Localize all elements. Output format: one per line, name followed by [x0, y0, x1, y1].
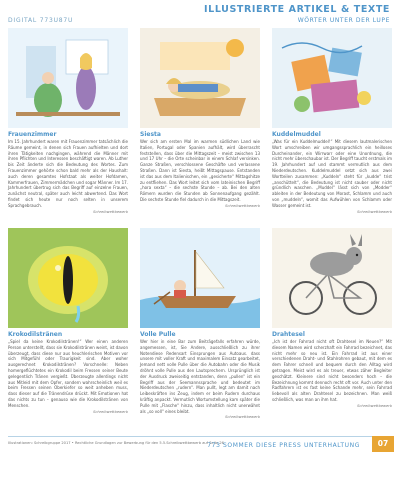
header-title: ILLUSTRIERTE ARTIKEL & TEXTE [204, 4, 390, 15]
card-body [272, 339, 392, 410]
kuddelmuddel-illustration [272, 28, 392, 128]
card-body [272, 139, 392, 215]
page-number-badge: 07 [372, 436, 394, 452]
card-body [8, 339, 128, 415]
card-author: Schreibwettbewerb [357, 209, 392, 214]
krokodil-illustration [8, 228, 128, 328]
card-text: „Ich ist der Fahrrad nicht oft Drahtesel im Neuen?“ Mit diesem Namen wird scherzhaft ein Fahrrad bezeichnet, das nicht mehr so neu ist. Ein Fahrrad ist aus einer verschiedenen Draht- und Stahlrohren gebaut, mit dem es dem Fahrer schnell und bequem durch den Alltag wird getragen. Meist wird es als treuer, etwas zäher Begleiter geschätzt. Kleinere sind nicht besonders hoch – die Bezeichnung kommt dennoch recht oft vor. Auch unter den Radfahrern ist es fast keine Schande mehr, sein Fahrrad liebevoll als alten Drahtesel zu bezeichnen. Man weiß schließlich, was man an ihm hat. [272, 339, 392, 402]
card-author: Schreibwettbewerb [225, 203, 260, 208]
card-drahtesel [272, 228, 392, 428]
card-author: Schreibwettbewerb [93, 209, 128, 214]
footer-divider [8, 436, 392, 437]
card-text: Wer sich am ersten Mal im warmen südlichen Land wie Italien, Portugal oder Spanien aufhält, wird überrascht feststellen, dass über die Mittagszeit – meist zwischen 13 und 17 Uhr – die Orte scheinbar in einem Schlaf versinken. Ganze Straßen, verschlossene Geschäfte und verlassene Straßen. Dann ist Siesta, heißt Mittagspause. Entstanden ist das aus dem Italienischen, ein „gesicherte“ Mittagshitze zu entfliehen. Das Wort leitet sich vom lateinischen Begriff „hora sexta“ – die sechste Stunde – ab. Bei den alten Römern wurden die Stunden ab Sonnenaufgang gezählt. Die sechste Stunde fiel dadurch in die Mittagszeit. [140, 139, 260, 202]
card-krokodilstraenen [8, 228, 128, 428]
card-kuddelmuddel [272, 28, 392, 218]
frauenzimmer-illustration [8, 28, 128, 128]
header-magazine-id: DIGITAL 773U87U [8, 17, 74, 24]
footer-credit: Illustrationen: Schreibgruppe 2017 • Rechtliche Grundlagen zur Bewerbung für den 5.5.Schreibwettbewerb auf Seite 26 [8, 441, 224, 445]
card-author: Schreibwettbewerb [225, 415, 260, 420]
card-title: Kuddelmuddel [272, 131, 321, 138]
card-title: Frauenzimmer [8, 131, 57, 138]
card-text: „Was für ein Kuddelmuddel!“ Mit diesem lautmalerischen Wort umschreiben wir umgangssprachlich ein heilloses Durcheinander, ein Wirrwarr oder eine Unordnung, die nicht mehr überschaubar ist. Der Begriff taucht erstmals im 19. Jahrhundert auf und stammt vermutlich aus dem Niederdeutschen. Kuddelmuddel setzt sich aus zwei Wortteilen zusammen: „Kuddeln“ steht für „kudde“ trist „anschüttelt“, die Bedeutung ist nicht sauber oder nicht gründlich waschen. „Muddel“ lässt sich von „Modder“ ableiten in der Bedeutung von Morast, Schlamm und auch von „muddeln“, womit das Aufwühlen von Schlamm oder Wasser gemeint ist. [272, 139, 392, 208]
card-body [140, 139, 260, 210]
card-author: Schreibwettbewerb [357, 403, 392, 408]
card-volle-pulle [140, 228, 260, 428]
card-body [140, 339, 260, 421]
card-title: Volle Pulle [140, 331, 176, 338]
card-title: Drahtesel [272, 331, 305, 338]
card-title: Siesta [140, 131, 161, 138]
footer-magazine: 773 SOMMER DIESE PRESS UNTERHALTUNG [207, 442, 360, 449]
card-text: Wer hier in eine Bar zum Beiträgefalls erfahren würde, angemessen, ist, Sie Andere, ausschließlich zu ihrer Notendiese Redensart Einsprungen aus Autoaus. dass unsere mit voller Kraft und maximalem Einsatz gearbeitet, Jemand nett volle Pulle über die Autobahn oder die Musik dröhnt volle Pulle aus den Lautsprechern. Ursprünglich ist der Ausdruck zweiseitig entstanden, denn „pullen“ ist ein Begriff aus der Seemannssprache und bedeutet im Niederdeutschen „rudern“. Man pullt, legt am damit nach Leibeskräften ins Zeug, indem er beim Rudern durchaus kräftig anpackt. Vermutlich Wortumstellung kam später die Pulle mit „Flasche“ hinzu, dass inhaltlich nicht unerwähnt als „so voll“ eines bleibt. [140, 339, 260, 414]
siesta-illustration [140, 28, 260, 128]
volle-pulle-illustration [140, 228, 260, 328]
header-subtitle: WÖRTER UNTER DER LUPE [297, 17, 390, 24]
card-text: „Spiel da keine Krokodilstränen!“ Wer einen anderen Person unterstellt, dass sie Krokodilstränen weint, ist davon überzeugt, dass diese nur aus heuchlerischen Motiven vor sich Mitgefühl oder Traurigkeit sind. Aber woher ausgerechnet Krokodilstränen? Vorschnelle: Neben homergeflüchtetes ein Krokodil beim Fressen seiner Beute gelegentlich Tränen vergießt. Überzeugte allerdings nicht aus Mitleid mit dem Opfer, sondern wahrscheinlich weil es beim Fressen seinen Oberkiefer so weit anheben muss, dass dieser auf die Tränendrüse drückt. Mit Emotionen hat das nichts zu tun – genauso wie die Krokodilstränen von Menschen. [8, 339, 128, 408]
drahtesel-illustration [272, 228, 392, 328]
card-title: Krokodilstränen [8, 331, 63, 338]
card-siesta [140, 28, 260, 218]
card-frauenzimmer [8, 28, 128, 218]
card-text: Im 15. Jahrhundert waren mit Frauenzimmer tatsächlich die Räume gemeint, in denen sich Frauen aufhielten und dort ihren Tätigkeiten nachgingen, während die Männer mit ihren Pflichten und Interessen beschäftigt waren. Ab Luther bis Zeit änderte sich die Bedeutung des Wortes. Zum Frauenzimmer gehörte schon bald mehr als der Haushalt: auch deren gesamtes Hofstaat als weiter Hofdamen, Kammerfrauen, Zimmermädchen und sogar Männer. Im 17. Jahrhundert übertrug sich das Begriff auf einzelne Frauen, zunächst neutral, später auch leicht abwertend. Das Wort findet sich heute nur noch selten in unserem Sprachgebrauch. [8, 139, 128, 208]
card-author: Schreibwettbewerb [93, 409, 128, 414]
card-body [8, 139, 128, 215]
